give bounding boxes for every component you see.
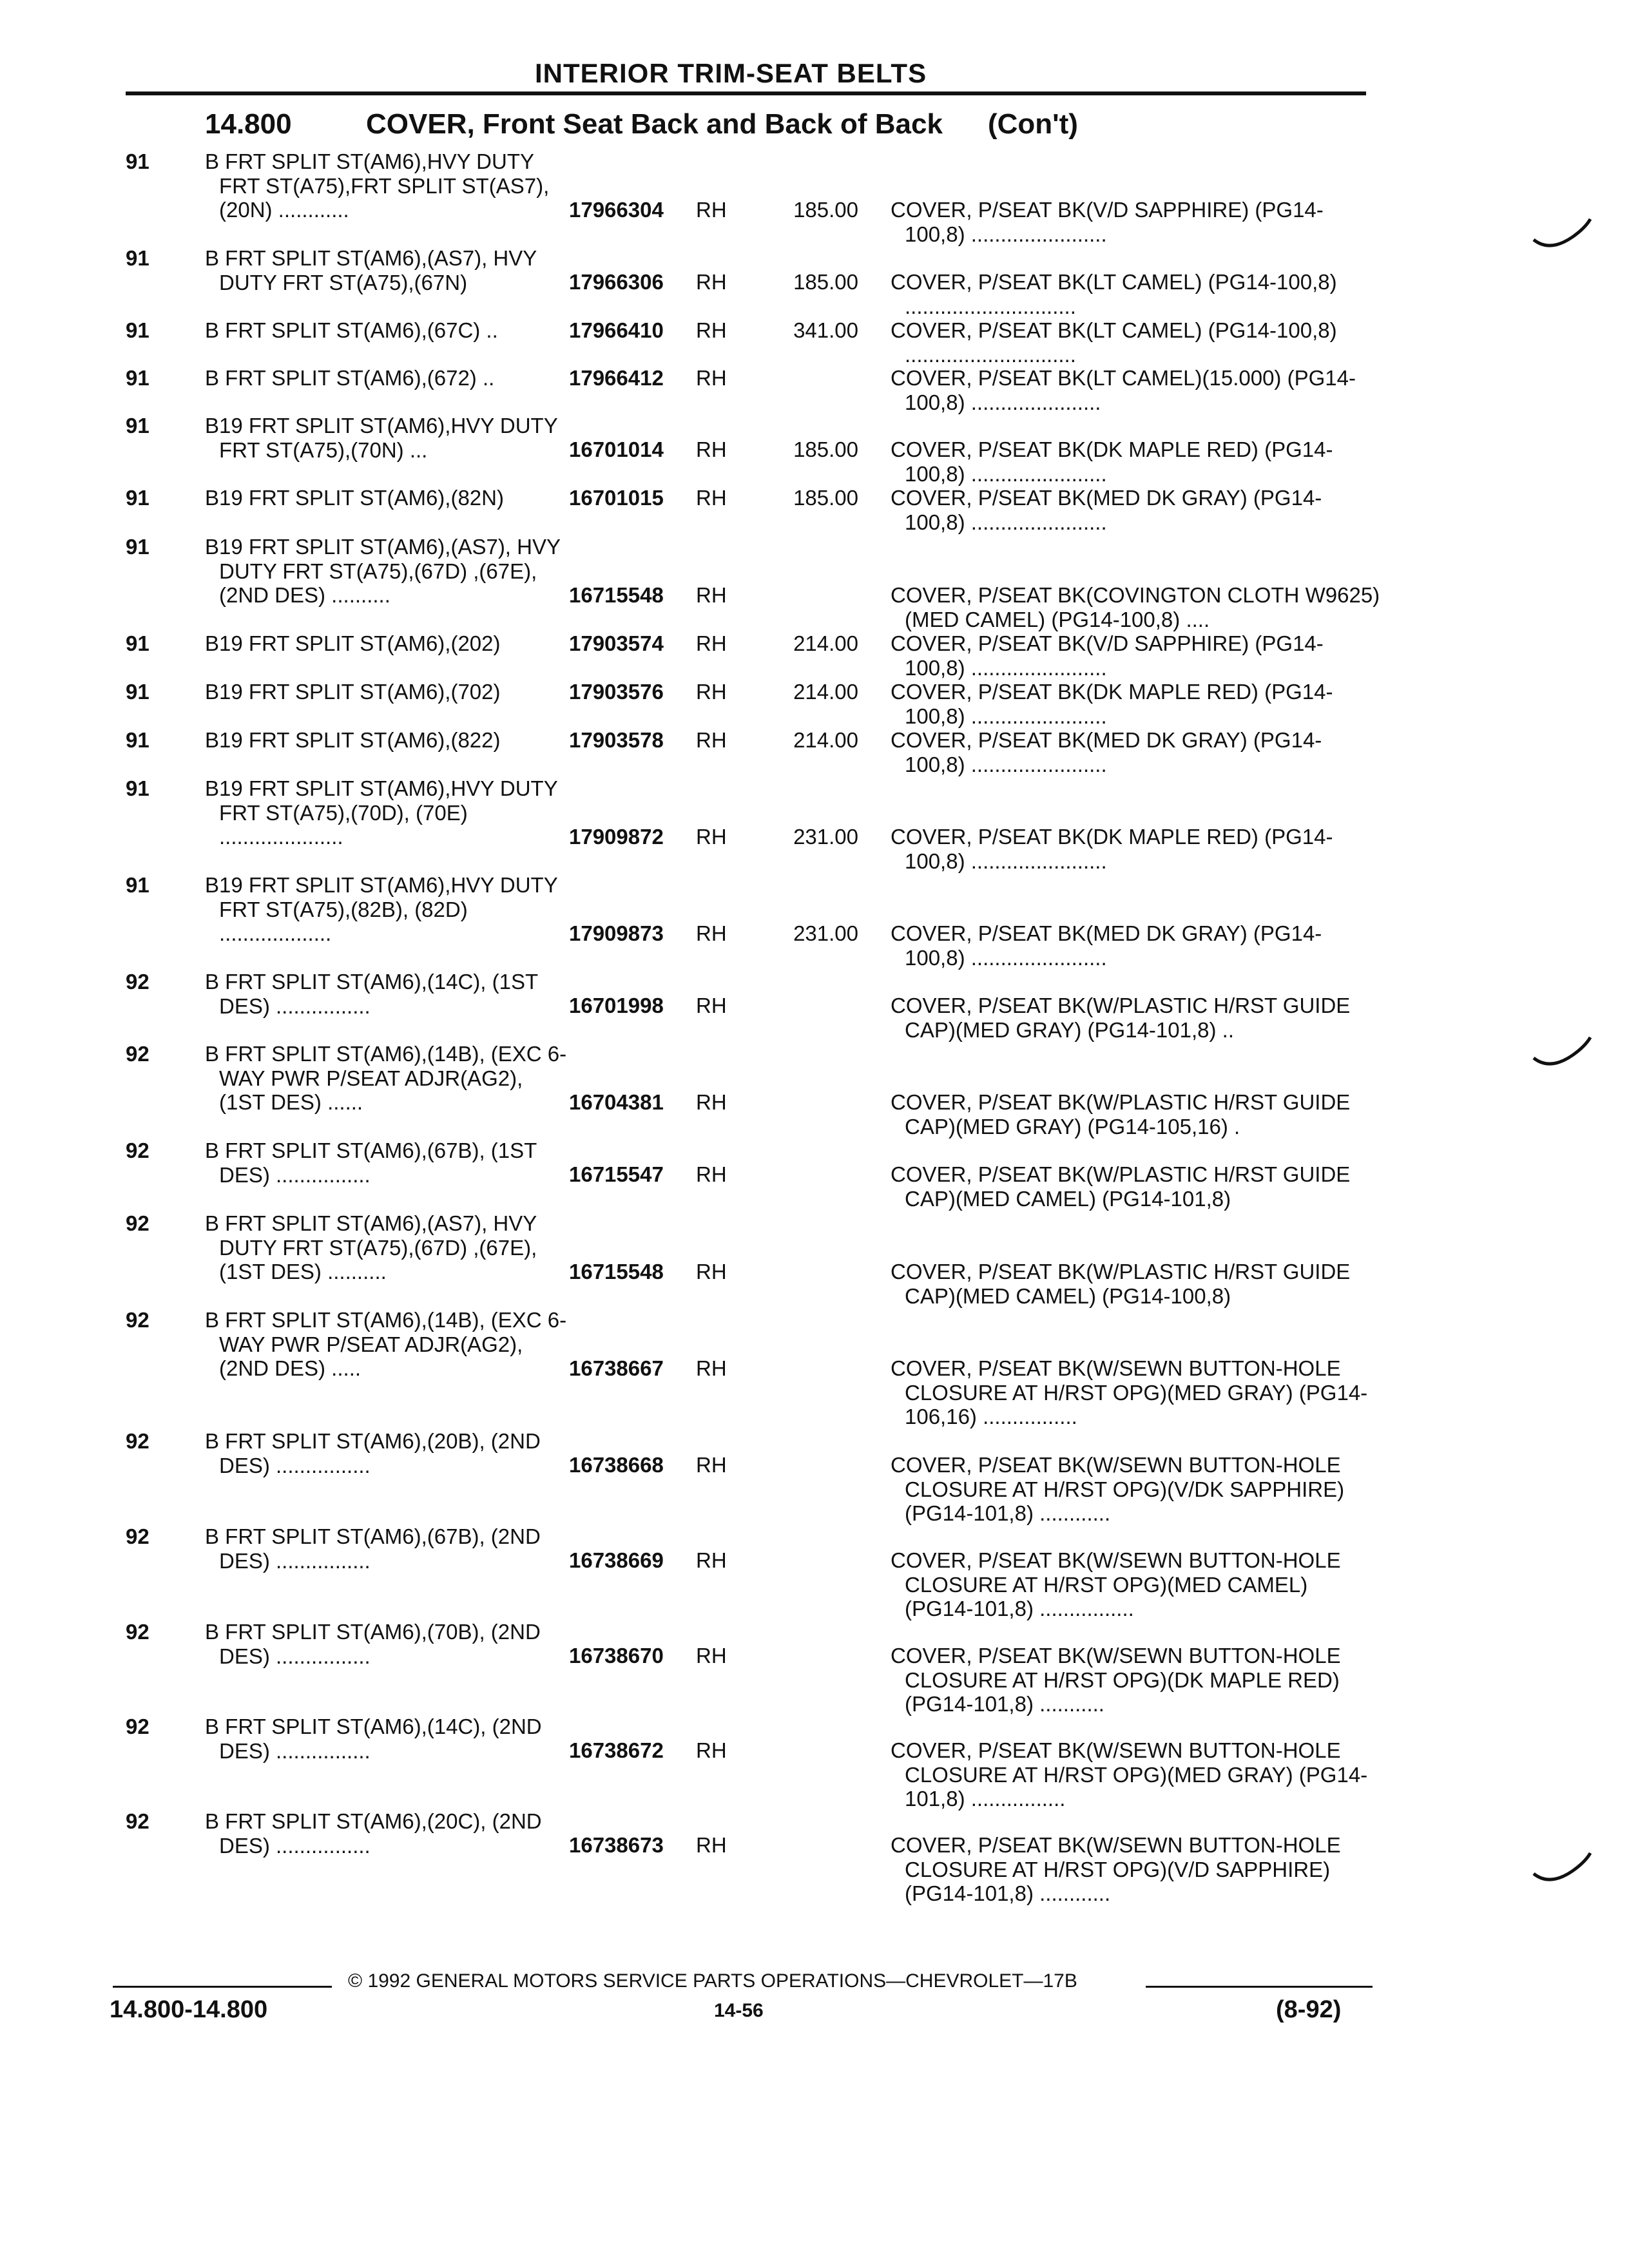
item-price: 185.00 [793, 486, 858, 510]
footer-section-range: 14.800-14.800 [110, 1996, 268, 2023]
part-number: 17966412 [569, 366, 664, 390]
item-component: COVER, P/SEAT BK(W/PLASTIC H/RST GUIDE CAP)(MED GRAY) (PG14-101,8) .. [891, 994, 1351, 1042]
part-number: 16738669 [569, 1548, 664, 1572]
item-description: B FRT SPLIT ST(AM6),(70B), (2ND DES) ................ [205, 1620, 541, 1668]
part-number: 17903576 [569, 680, 664, 704]
item-side: RH [696, 1644, 727, 1667]
item-side: RH [696, 1090, 727, 1114]
item-component: COVER, P/SEAT BK(W/SEWN BUTTON-HOLE CLOSURE AT H/RST OPG)(MED GRAY) (PG14-101,8) ................ [891, 1738, 1368, 1811]
part-number: 16701014 [569, 437, 664, 461]
item-component: COVER, P/SEAT BK(LT CAMEL) (PG14-100,8) ............................. [891, 270, 1337, 318]
item-description: B19 FRT SPLIT ST(AM6),(702) [205, 680, 501, 704]
part-number: 17966306 [569, 270, 664, 294]
item-description: B FRT SPLIT ST(AM6),(AS7), HVY DUTY FRT ST(A75),(67N) [205, 246, 537, 294]
item-side: RH [696, 198, 727, 222]
item-component: COVER, P/SEAT BK(DK MAPLE RED) (PG14-100,8) ....................... [891, 680, 1333, 728]
item-side: RH [696, 680, 727, 704]
part-number: 16715548 [569, 1260, 664, 1283]
item-component: COVER, P/SEAT BK(V/D SAPPHIRE) (PG14-100,8) ....................... [891, 198, 1324, 246]
item-component: COVER, P/SEAT BK(W/SEWN BUTTON-HOLE CLOSURE AT H/RST OPG)(V/DK SAPPHIRE) (PG14-101,8) ............ [891, 1453, 1345, 1525]
item-component: COVER, P/SEAT BK(DK MAPLE RED) (PG14-100,8) ....................... [891, 825, 1333, 873]
item-description: B FRT SPLIT ST(AM6),(20C), (2ND DES) ................ [205, 1809, 542, 1858]
item-key: 91 [126, 873, 149, 897]
item-side: RH [696, 366, 727, 390]
item-side: RH [696, 486, 727, 510]
part-number: 17909872 [569, 825, 664, 849]
item-key: 91 [126, 776, 149, 800]
part-number: 17903574 [569, 631, 664, 655]
item-key: 91 [126, 246, 149, 270]
item-price: 214.00 [793, 728, 858, 752]
item-component: COVER, P/SEAT BK(COVINGTON CLOTH W9625)(MED CAMEL) (PG14-100,8) .... [891, 583, 1380, 631]
item-description: B19 FRT SPLIT ST(AM6),(822) [205, 728, 501, 752]
part-number: 16738673 [569, 1833, 664, 1857]
item-description: B19 FRT SPLIT ST(AM6),HVY DUTY FRT ST(A75),(70N) ... [205, 414, 558, 462]
item-component: COVER, P/SEAT BK(W/PLASTIC H/RST GUIDE CAP)(MED CAMEL) (PG14-100,8) [891, 1260, 1351, 1308]
item-price: 185.00 [793, 270, 858, 294]
item-side: RH [696, 437, 727, 461]
item-description: B FRT SPLIT ST(AM6),(14C), (1ST DES) ................ [205, 970, 538, 1018]
part-number: 16738670 [569, 1644, 664, 1667]
item-component: COVER, P/SEAT BK(W/SEWN BUTTON-HOLE CLOSURE AT H/RST OPG)(MED GRAY) (PG14-106,16) ................ [891, 1356, 1368, 1428]
item-side: RH [696, 1162, 727, 1186]
item-price: 185.00 [793, 437, 858, 461]
item-component: COVER, P/SEAT BK(MED DK GRAY) (PG14-100,8) ....................... [891, 921, 1322, 970]
item-component: COVER, P/SEAT BK(W/SEWN BUTTON-HOLE CLOSURE AT H/RST OPG)(V/D SAPPHIRE) (PG14-101,8) ............ [891, 1833, 1341, 1905]
item-side: RH [696, 318, 727, 342]
item-key: 92 [126, 1809, 149, 1833]
item-description: B FRT SPLIT ST(AM6),HVY DUTY FRT ST(A75),FRT SPLIT ST(AS7),(20N) ............ [205, 149, 550, 222]
item-side: RH [696, 1548, 727, 1572]
item-key: 91 [126, 631, 149, 655]
item-description: B FRT SPLIT ST(AM6),(67C) .. [205, 318, 498, 342]
item-description: B19 FRT SPLIT ST(AM6),(202) [205, 631, 501, 655]
item-component: COVER, P/SEAT BK(MED DK GRAY) (PG14-100,8) ....................... [891, 486, 1322, 534]
item-key: 92 [126, 1429, 149, 1453]
item-description: B FRT SPLIT ST(AM6),(20B), (2ND DES) ................ [205, 1429, 541, 1477]
footer-rule-right [1146, 1986, 1373, 1988]
item-description: B FRT SPLIT ST(AM6),(14C), (2ND DES) ................ [205, 1715, 542, 1763]
section-title: COVER, Front Seat Back and Back of Back [366, 108, 943, 140]
check-mark-3 [1534, 1853, 1590, 1879]
part-number: 16715548 [569, 583, 664, 607]
item-key: 92 [126, 1139, 149, 1162]
part-number: 16715547 [569, 1162, 664, 1186]
item-key: 92 [126, 1211, 149, 1235]
item-side: RH [696, 583, 727, 607]
item-key: 91 [126, 318, 149, 342]
item-component: COVER, P/SEAT BK(W/PLASTIC H/RST GUIDE CAP)(MED GRAY) (PG14-105,16) . [891, 1090, 1351, 1139]
part-number: 16701998 [569, 994, 664, 1017]
item-side: RH [696, 1738, 727, 1762]
footer-rule-left [113, 1986, 332, 1988]
item-description: B19 FRT SPLIT ST(AM6),(82N) [205, 486, 504, 510]
item-key: 92 [126, 1308, 149, 1332]
page-header-title: INTERIOR TRIM-SEAT BELTS [535, 58, 927, 88]
item-side: RH [696, 1453, 727, 1477]
item-side: RH [696, 1356, 727, 1380]
item-price: 231.00 [793, 825, 858, 849]
item-key: 91 [126, 728, 149, 752]
item-key: 92 [126, 1620, 149, 1644]
item-component: COVER, P/SEAT BK(MED DK GRAY) (PG14-100,8) ....................... [891, 728, 1322, 776]
item-component: COVER, P/SEAT BK(W/SEWN BUTTON-HOLE CLOSURE AT H/RST OPG)(DK MAPLE RED) (PG14-101,8) ........... [891, 1644, 1341, 1716]
item-side: RH [696, 1833, 727, 1857]
item-description: B FRT SPLIT ST(AM6),(672) .. [205, 366, 495, 390]
item-key: 91 [126, 414, 149, 437]
section-continued: (Con't) [987, 108, 1078, 140]
item-side: RH [696, 921, 727, 945]
part-number: 17909873 [569, 921, 664, 945]
part-number: 17966304 [569, 198, 664, 222]
item-description: B FRT SPLIT ST(AM6),(67B), (1ST DES) ................ [205, 1139, 537, 1187]
footer-copyright: © 1992 GENERAL MOTORS SERVICE PARTS OPERATIONS—CHEVROLET—17B [348, 1970, 1077, 1992]
item-side: RH [696, 825, 727, 849]
item-component: COVER, P/SEAT BK(W/PLASTIC H/RST GUIDE CAP)(MED CAMEL) (PG14-101,8) [891, 1162, 1351, 1211]
item-side: RH [696, 270, 727, 294]
item-description: B FRT SPLIT ST(AM6),(67B), (2ND DES) ................ [205, 1524, 541, 1573]
item-key: 91 [126, 535, 149, 559]
part-number: 17966410 [569, 318, 664, 342]
item-key: 91 [126, 149, 149, 173]
item-price: 214.00 [793, 680, 858, 704]
item-key: 91 [126, 366, 149, 390]
item-key: 92 [126, 970, 149, 994]
item-side: RH [696, 631, 727, 655]
part-number: 16701015 [569, 486, 664, 510]
part-number: 16738668 [569, 1453, 664, 1477]
part-number: 17903578 [569, 728, 664, 752]
item-component: COVER, P/SEAT BK(W/SEWN BUTTON-HOLE CLOSURE AT H/RST OPG)(MED CAMEL) (PG14-101,8) ................ [891, 1548, 1341, 1620]
check-mark-1 [1534, 219, 1590, 245]
part-number: 16738672 [569, 1738, 664, 1762]
item-key: 91 [126, 486, 149, 510]
item-side: RH [696, 1260, 727, 1283]
item-description: B19 FRT SPLIT ST(AM6),HVY DUTY FRT ST(A75),(82B), (82D) ................... [205, 873, 558, 945]
item-description: B FRT SPLIT ST(AM6),(14B), (EXC 6-WAY PWR P/SEAT ADJR(AG2),(1ST DES) ...... [205, 1042, 567, 1114]
item-price: 231.00 [793, 921, 858, 945]
item-key: 92 [126, 1715, 149, 1738]
item-component: COVER, P/SEAT BK(DK MAPLE RED) (PG14-100,8) ....................... [891, 437, 1333, 486]
item-description: B19 FRT SPLIT ST(AM6),(AS7), HVY DUTY FRT ST(A75),(67D) ,(67E),(2ND DES) .......... [205, 535, 561, 607]
item-component: COVER, P/SEAT BK(V/D SAPPHIRE) (PG14-100,8) ....................... [891, 631, 1324, 680]
part-number: 16738667 [569, 1356, 664, 1380]
footer-page-number: 14-56 [714, 2000, 764, 2021]
item-side: RH [696, 994, 727, 1017]
item-side: RH [696, 728, 727, 752]
item-key: 92 [126, 1524, 149, 1548]
item-key: 91 [126, 680, 149, 704]
item-key: 92 [126, 1042, 149, 1066]
section-number: 14.800 [205, 108, 292, 140]
item-description: B FRT SPLIT ST(AM6),(14B), (EXC 6-WAY PWR P/SEAT ADJR(AG2),(2ND DES) ..... [205, 1308, 567, 1380]
part-number: 16704381 [569, 1090, 664, 1114]
item-price: 214.00 [793, 631, 858, 655]
item-description: B FRT SPLIT ST(AM6),(AS7), HVY DUTY FRT ST(A75),(67D) ,(67E),(1ST DES) .......... [205, 1211, 537, 1283]
item-price: 341.00 [793, 318, 858, 342]
item-price: 185.00 [793, 198, 858, 222]
item-component: COVER, P/SEAT BK(LT CAMEL)(15.000) (PG14-100,8) ...................... [891, 366, 1356, 414]
item-description: B19 FRT SPLIT ST(AM6),HVY DUTY FRT ST(A75),(70D), (70E) ..................... [205, 776, 558, 849]
check-mark-2 [1534, 1037, 1590, 1064]
item-component: COVER, P/SEAT BK(LT CAMEL) (PG14-100,8) ............................. [891, 318, 1337, 367]
footer-date: (8-92) [1276, 1996, 1342, 2023]
